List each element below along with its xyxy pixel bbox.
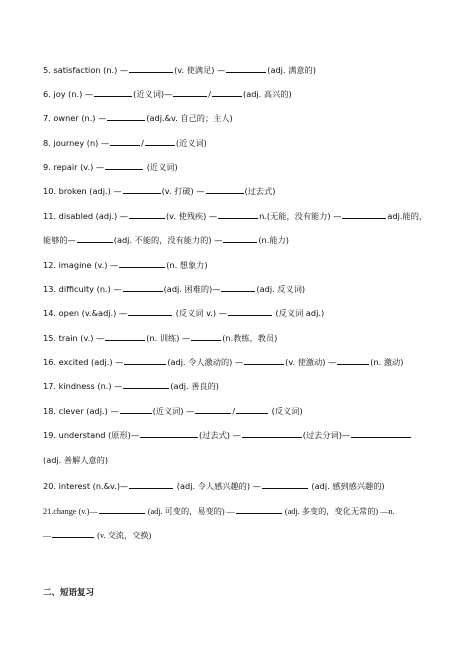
vocab-text: 15. train (v.) — xyxy=(43,333,105,343)
vocab-text: (adj. 善解人意的) xyxy=(43,455,109,465)
answer-blank[interactable] xyxy=(128,307,172,316)
vocab-text: (反义词) xyxy=(269,406,303,416)
answer-blank[interactable] xyxy=(244,356,284,365)
answer-blank[interactable] xyxy=(94,88,132,97)
answer-blank[interactable] xyxy=(77,234,113,243)
vocab-text: (近义词)— xyxy=(133,89,173,99)
vocab-text: (反义词 v.) — xyxy=(173,308,227,318)
vocab-text: (adj. 满意的) xyxy=(267,65,316,75)
answer-blank[interactable] xyxy=(223,234,257,243)
answer-blank[interactable] xyxy=(228,307,272,316)
answer-blank[interactable] xyxy=(206,185,244,194)
vocab-text: 17. kindness (n.) — xyxy=(43,381,123,391)
vocab-line-item-21b xyxy=(43,529,454,541)
vocab-text: (v. 使激动) — xyxy=(285,357,337,367)
vocab-line-item-11b xyxy=(43,234,454,246)
answer-blank[interactable] xyxy=(262,480,308,489)
answer-blank[interactable] xyxy=(173,88,207,97)
vocab-text: 16. excited (adj.) — xyxy=(43,357,124,367)
vocab-text: (adj.&v. 自己的；主人) xyxy=(146,113,233,123)
vocab-text: 10. broken (adj.) — xyxy=(43,186,122,196)
vocab-text: 12. imagine (v.) — xyxy=(43,260,119,270)
vocab-text: (近义词) xyxy=(175,138,207,148)
answer-blank[interactable] xyxy=(105,161,143,170)
vocab-line-item-10 xyxy=(43,185,454,197)
vocab-text: adj.能的， xyxy=(387,211,428,221)
answer-blank[interactable] xyxy=(129,480,173,489)
answer-blank[interactable] xyxy=(105,332,145,341)
answer-blank[interactable] xyxy=(140,429,198,438)
answer-blank[interactable] xyxy=(129,210,165,219)
vocab-text: 8. journey (n) — xyxy=(43,138,110,148)
vocab-line-item-21a xyxy=(43,505,454,517)
vocab-text: 21.change (v.)— xyxy=(43,507,98,516)
vocab-text: / xyxy=(208,89,212,99)
vocab-text: (n. 想象力) xyxy=(166,260,208,270)
vocab-text: 18. clever (adj.) — xyxy=(43,406,119,416)
answer-blank[interactable] xyxy=(124,356,166,365)
vocab-text: (v. 使满足) — xyxy=(174,65,226,75)
vocab-text: 19. understand (原形)— xyxy=(43,430,140,440)
vocab-text: (反义词 adj.) xyxy=(272,308,325,318)
vocab-line-item-19b xyxy=(43,455,454,466)
answer-blank[interactable] xyxy=(351,429,411,438)
answer-blank[interactable] xyxy=(119,259,165,268)
answer-blank[interactable] xyxy=(226,64,266,73)
vocab-text: (过去式) xyxy=(244,186,276,196)
vocab-line-item-6 xyxy=(43,88,454,100)
vocab-text: (adj. 多变的，变化无常的) —n. xyxy=(282,507,395,516)
vocab-line-item-18 xyxy=(43,405,454,417)
vocab-text: 7. owner (n.) — xyxy=(43,113,107,123)
vocab-line-item-12 xyxy=(43,259,454,271)
vocab-line-item-17 xyxy=(43,380,454,392)
vocab-text: (adj. 反义词) xyxy=(256,284,306,294)
answer-blank[interactable] xyxy=(123,283,163,292)
vocab-text: 5. satisfaction (n.) — xyxy=(43,65,129,75)
vocab-text: (近义词) — xyxy=(152,406,195,416)
vocab-text: (v. 交流，交换) xyxy=(95,531,152,540)
vocab-text: (n. 激动) xyxy=(370,357,404,367)
vocab-line-item-13 xyxy=(43,283,454,295)
answer-blank[interactable] xyxy=(99,505,145,514)
vocab-text: — xyxy=(43,531,52,540)
answer-blank[interactable] xyxy=(145,137,175,146)
vocab-line-item-8 xyxy=(43,137,454,149)
answer-blank[interactable] xyxy=(191,332,221,341)
vocab-text: 20. interest (n.&v.)— xyxy=(43,481,129,491)
vocab-text: (n. 训练) — xyxy=(146,333,191,343)
answer-blank[interactable] xyxy=(110,137,140,146)
vocab-text: (v. 打破) — xyxy=(161,186,205,196)
vocab-text: 11. disabled (adj.) — xyxy=(43,211,128,221)
section-heading: 二、短语复习 xyxy=(43,588,95,598)
answer-blank[interactable] xyxy=(52,529,94,538)
vocab-text: (n.教练，教员) xyxy=(222,333,278,343)
vocab-line-item-15 xyxy=(43,332,454,344)
vocab-line-item-7 xyxy=(43,112,454,124)
vocab-text: / xyxy=(141,138,144,148)
vocab-line-item-11a xyxy=(43,210,454,222)
vocab-text: 13. difficulty (n.) — xyxy=(43,284,122,294)
vocab-text: (adj. 高兴的) xyxy=(243,89,292,99)
answer-blank[interactable] xyxy=(107,112,145,121)
answer-blank[interactable] xyxy=(123,185,161,194)
vocab-line-item-5 xyxy=(43,64,454,76)
vocab-text: / xyxy=(232,406,236,416)
vocab-line-item-16 xyxy=(43,356,454,368)
answer-blank[interactable] xyxy=(242,429,302,438)
vocab-text: (adj. 善良的) xyxy=(170,381,220,391)
vocab-text: (近义词) xyxy=(144,162,178,172)
vocab-text: (过去式) — xyxy=(199,430,241,440)
vocab-text: 9. repair (v.) — xyxy=(43,162,105,172)
vocab-text: (v. 使残疾) — xyxy=(165,211,218,221)
answer-blank[interactable] xyxy=(236,405,268,414)
vocab-text: 能够的— xyxy=(43,235,76,245)
answer-blank[interactable] xyxy=(337,356,369,365)
vocab-text: (n.能力) xyxy=(258,235,289,245)
vocab-text: (adj. 可变的，易变的) — xyxy=(145,507,235,516)
vocab-text: (过去分词)— xyxy=(302,430,351,440)
vocab-line-item-9 xyxy=(43,161,454,173)
vocab-text: (adj. 令人激动的) — xyxy=(167,357,244,367)
answer-blank[interactable] xyxy=(195,405,231,414)
answer-blank[interactable] xyxy=(218,210,258,219)
answer-blank[interactable] xyxy=(212,88,242,97)
vocab-line-item-20 xyxy=(43,480,454,492)
vocab-text: (adj. 不能的，没有能力的) — xyxy=(113,235,223,245)
vocab-text: (adj. 困难的)— xyxy=(163,284,221,294)
vocab-text: 14. open (v.&adj.) — xyxy=(43,308,128,318)
answer-blank[interactable] xyxy=(342,210,386,219)
vocab-text: (adj. 感到感兴趣的) xyxy=(308,481,385,491)
vocab-text: n.(无能，没有能力) — xyxy=(259,211,342,221)
vocab-text: (adj. 令人感兴趣的) — xyxy=(174,481,261,491)
answer-blank[interactable] xyxy=(236,505,282,514)
vocab-line-item-19a xyxy=(43,429,454,441)
vocab-line-item-14 xyxy=(43,307,454,319)
answer-blank[interactable] xyxy=(123,380,169,389)
answer-blank[interactable] xyxy=(221,283,255,292)
answer-blank[interactable] xyxy=(129,64,173,73)
answer-blank[interactable] xyxy=(120,405,152,414)
vocab-text: 6. joy (n.) — xyxy=(43,89,94,99)
